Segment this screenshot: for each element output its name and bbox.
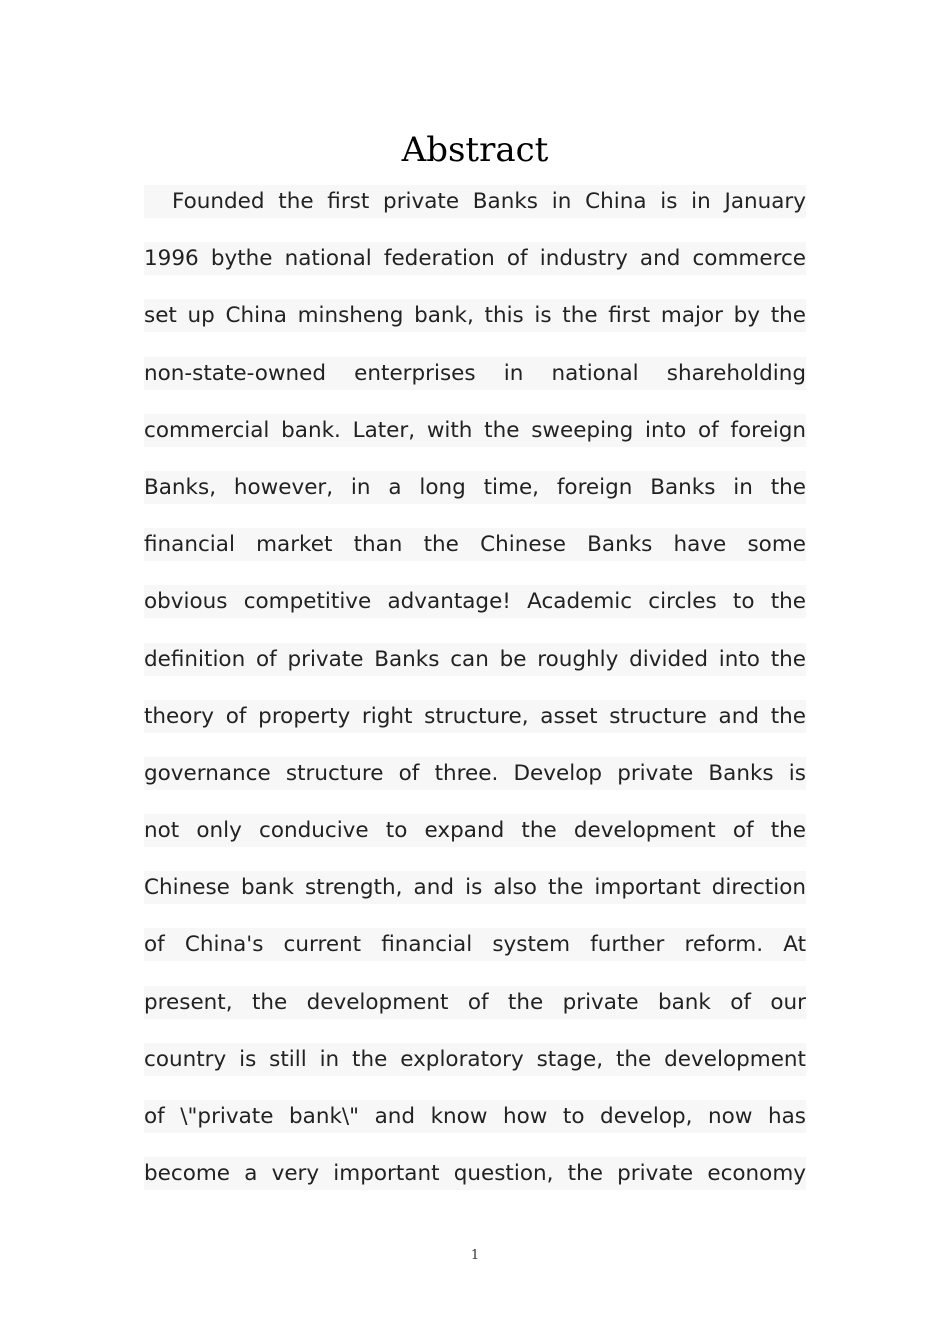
text-line-content: of China's current financial system further reform. At (144, 928, 806, 961)
text-line (144, 923, 806, 980)
text-line-content: governance structure of three. Develop private Banks is (144, 757, 806, 790)
text-line (144, 809, 806, 866)
text-line-content: Founded the first private Banks in China is in January (144, 185, 806, 218)
text-line-content: non-state-owned enterprises in national shareholding (144, 357, 806, 390)
page-number: 1 (470, 1248, 480, 1263)
text-line (144, 752, 806, 809)
text-line-content: financial market than the Chinese Banks have some (144, 528, 806, 561)
text-line-content: become a very important question, the private economy (144, 1157, 806, 1190)
text-line (144, 409, 806, 466)
text-line (144, 352, 806, 409)
text-line (144, 638, 806, 695)
text-line (144, 466, 806, 523)
page-title: Abstract (401, 130, 549, 170)
text-line-content: commercial bank. Later, with the sweeping into of foreign (144, 414, 806, 447)
text-line-content: of \"private bank\" and know how to develop, now has (144, 1100, 806, 1133)
text-line-content: 1996 bythe national federation of industry and commerce (144, 242, 806, 275)
text-line (144, 695, 806, 752)
text-line-content: obvious competitive advantage! Academic circles to the (144, 585, 806, 618)
text-line-content: Banks, however, in a long time, foreign Banks in the (144, 471, 806, 504)
text-line-content: theory of property right structure, asset structure and the (144, 700, 806, 733)
text-line (144, 981, 806, 1038)
text-line (144, 1038, 806, 1095)
text-line (144, 180, 806, 237)
text-line-content: country is still in the exploratory stage, the development (144, 1043, 806, 1076)
text-line-content: definition of private Banks can be roughly divided into the (144, 643, 806, 676)
text-line-content: set up China minsheng bank, this is the first major by the (144, 299, 806, 332)
text-line (144, 523, 806, 580)
text-line-content: present, the development of the private bank of our (144, 986, 806, 1019)
text-line (144, 1095, 806, 1152)
abstract-body (144, 180, 806, 1209)
text-line (144, 580, 806, 637)
text-line (144, 866, 806, 923)
text-line (144, 1152, 806, 1209)
text-line-content: Chinese bank strength, and is also the important direction (144, 871, 806, 904)
text-line-content: not only conducive to expand the development of the (144, 814, 806, 847)
text-line (144, 237, 806, 294)
text-line (144, 294, 806, 351)
